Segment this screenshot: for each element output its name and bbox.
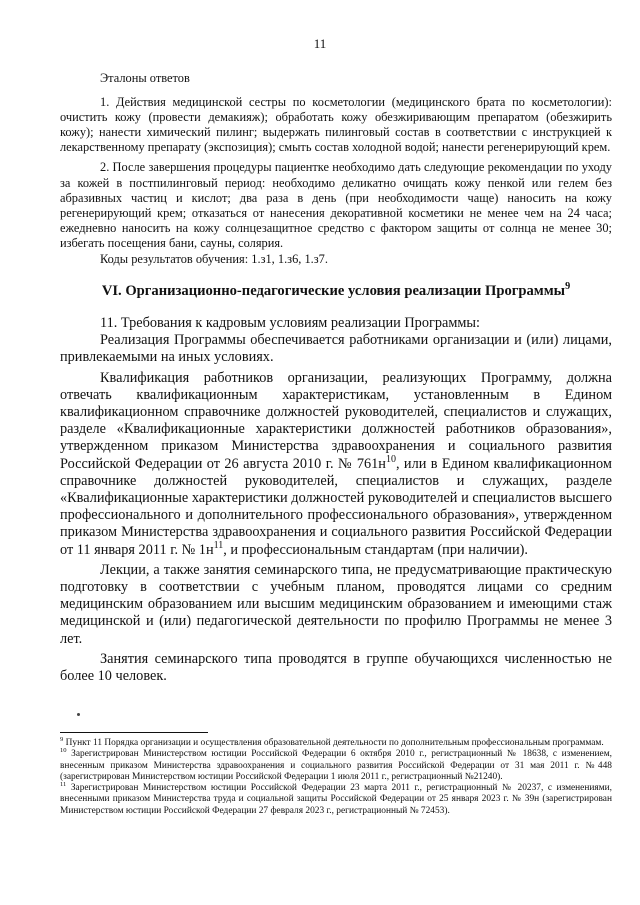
footnote-text: Зарегистрирован Министерством юстиции Российской Федерации 23 марта 2011 г., регистрационный № 20237, с изменениями, внесенными приказом Министерства труда и социальной защиты Российской Федерации от 25 января 2023 г. № 39н (зарегистрирован Министерством юстиции Российской Федерации 27 февраля 2023 г., регистрационный № 72453). (60, 783, 612, 816)
qualification-text-b: , или в Едином квалификационном справочнике должностей руководителей, специалистов и служащих, разделе «Квалификационные характеристики должностей руководителей и специалистов высшего профессионального и дополнительного профессионального образования», утвержденном приказом Министерства здравоохранения и социального развития Российской Федерации от 11 января 2011 г. № 1н (60, 455, 612, 558)
stray-mark (77, 713, 80, 716)
footnote-number: 11 (60, 781, 67, 789)
footnote-9 (60, 735, 612, 749)
paragraph-lectures: Лекции, а также занятия семинарского типа, не предусматривающие практическую подготовку в соответствии с учебным планом, проводятся лицами со средним медицинским образованием или высшим медицинским образованием и имеющими стаж медицинской и (или) педагогической деятельности по профилю Программы не менее 3 лет. (60, 561, 612, 647)
footnote-number: 10 (60, 747, 67, 755)
footnote-text: Пункт 11 Порядка организации и осуществления образовательной деятельности по дополнительным профессиональным программам. (63, 738, 604, 748)
footnote-separator (60, 732, 208, 733)
footnote-ref-10: 10 (385, 453, 396, 465)
paragraph-qualification (60, 370, 612, 559)
footnote-10 (60, 749, 612, 783)
requirements-heading: 11. Требования к кадровым условиям реализации Программы: (100, 315, 480, 331)
answers-block (60, 71, 612, 267)
answers-heading: Эталоны ответов (100, 71, 190, 85)
section-title (60, 282, 612, 300)
section-title-text: VI. Организационно-педагогические условия реализации Программы (101, 283, 566, 299)
qualification-text-a: Квалификация работников организации, реализующих Программу, должна отвечать квалификационным характеристикам, установленным в Едином квалификационном справочнике должностей руководителей, специалистов и служащих, разделе «Квалификационные характеристики должностей работников образования», утвержденном приказом Министерства здравоохранения и социального развития Российской Федерации от 26 августа 2010 г. № 761н (60, 369, 612, 472)
footnote-number: 9 (60, 735, 64, 743)
page-number: 11 (313, 36, 327, 51)
learning-codes: Коды результатов обучения: 1.з1, 1.з6, 1.з7. (100, 252, 328, 267)
answer-item-2: 2. После завершения процедуры пациентке необходимо дать следующие рекомендации по уходу за кожей в постпилинговый период: необходимо деликатно очищать кожу пенкой или гелем без абразивных частиц и кислот; два раза в день (при необходимости чаще) наносить на кожу регенерирующий крем; отказаться от нанесения декоративной косметики не менее чем на 24 часа; ежедневно наносить на кожу солнцезащитное средство с фактором защиты от солнца не менее 30; избегать посещения бани, сауны, солярия. (60, 160, 612, 250)
footnote-text: Зарегистрирован Министерством юстиции Российской Федерации 6 октября 2010 г., регистрационный № 18638, с изменением, внесенным приказом Министерства здравоохранения и социального развития Российской Федерации от 31 мая 2011 г. №448 (зарегистрирован Министерством юстиции Российской Федерации 1 июля 2011 г., регистрационный №21240). (60, 749, 612, 782)
answer-item-1: 1. Действия медицинской сестры по косметологии (медицинского брата по косметологии): очистить кожу (провести демакияж); обработать кожу обезжиривающим препаратом (обезжирить кожу); нанести химический пилинг; выдержать пилинговый состав в соответствии с инструкцией к лекарственному препарату (экспозиция); смыть состав холодной водой; нанести регенерирующий крем. (60, 95, 612, 155)
paragraph-seminars: Занятия семинарского типа проводятся в группе обучающихся численностью не более 10 человек. (60, 650, 612, 685)
footnote-ref-9: 9 (565, 281, 571, 293)
footnote-11 (60, 783, 612, 817)
footnote-ref-11: 11 (213, 539, 224, 551)
paragraph-implementation: Реализация Программы обеспечивается работниками организации и (или) лицами, привлекаемыми на иных условиях. (60, 332, 612, 366)
qualification-text-c: , и профессиональным стандартам (при наличии). (223, 541, 528, 558)
footnotes (60, 735, 612, 817)
section-body (60, 315, 612, 685)
